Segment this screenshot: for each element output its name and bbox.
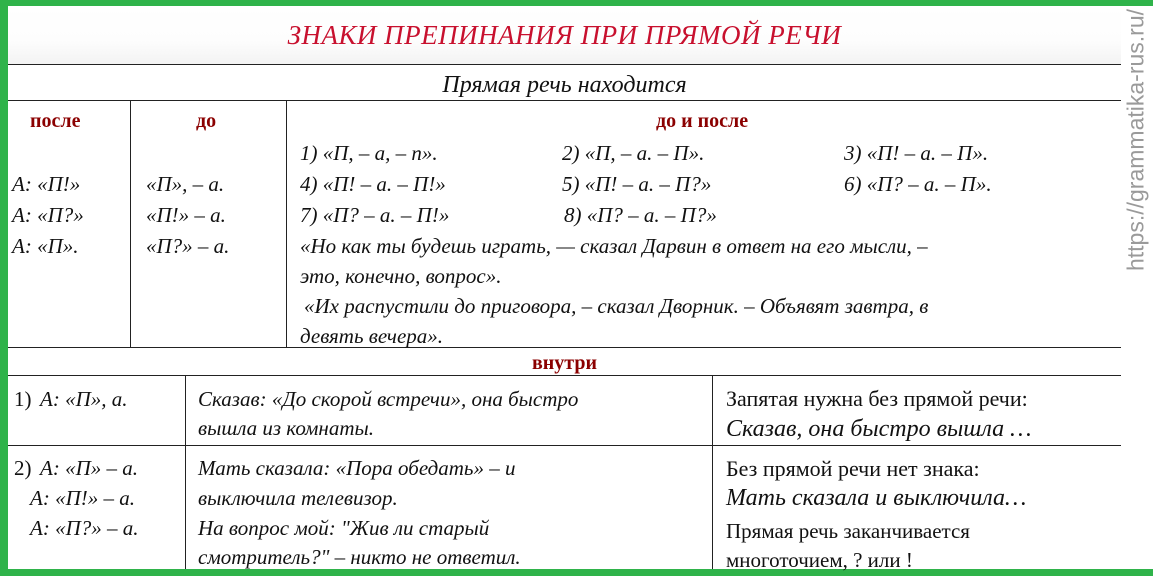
divider (130, 100, 131, 347)
row1-number: 1) (14, 387, 32, 411)
row2-formula: А: «П!» – а. (30, 486, 135, 510)
inside-heading: внутри (531, 352, 598, 374)
row1-formula: А: «П», а. (40, 387, 128, 411)
divider (185, 375, 186, 569)
row2-formula: А: «П?» – а. (30, 516, 139, 540)
divider (712, 375, 713, 569)
row2-formula: А: «П» – а. (40, 456, 138, 480)
row2-example: Мать сказала: «Пора обедать» – и (198, 456, 516, 480)
page-title: ЗНАКИ ПРЕПИНАНИЯ ПРИ ПРЯМОЙ РЕЧИ (287, 20, 842, 50)
divider (286, 100, 287, 347)
row2-example: смотритель?" – никто не ответил. (198, 545, 521, 569)
title-bar (8, 6, 1121, 65)
divider (8, 445, 1121, 446)
row1-note-example: Сказав, она быстро вышла … (726, 416, 1032, 442)
example-line: «Их распустили до приговора, – сказал Дворник. – Объявят завтра, в (304, 294, 929, 318)
both-formula: 7) «П? – а. – П!» (300, 203, 450, 227)
row2-example: На вопрос мой: "Жив ли старый (198, 516, 490, 540)
divider (8, 100, 1121, 101)
row2-note-extra: многоточием, ? или ! (726, 548, 913, 572)
subheading: Прямая речь находится (442, 72, 687, 98)
column-heading-after: после (30, 110, 81, 132)
after-formula: А: «П». (12, 234, 79, 258)
example-line: это, конечно, вопрос». (300, 264, 502, 288)
watermark-url: https://grammatika-rus.ru/ (1122, 8, 1149, 272)
before-formula: «П?» – а. (146, 234, 230, 258)
column-heading-both: до и после (656, 110, 749, 132)
row2-note-extra: Прямая речь заканчивается (726, 519, 970, 543)
both-formula: 1) «П, – а, – п». (300, 141, 438, 165)
row1-example: вышла из комнаты. (198, 416, 374, 440)
row2-example: выключила телевизор. (198, 486, 398, 510)
content-table (8, 6, 1121, 572)
both-formula: 6) «П? – а. – П». (844, 172, 992, 196)
row2-note: Без прямой речи нет знака: (726, 456, 980, 481)
before-formula: «П!» – а. (146, 203, 226, 227)
both-formula: 2) «П, – а. – П». (562, 141, 705, 165)
divider (8, 347, 1121, 348)
row1-example: Сказав: «До скорой встречи», она быстро (198, 387, 579, 411)
both-formula: 8) «П? – а. – П?» (564, 203, 717, 227)
both-formula: 3) «П! – а. – П». (844, 141, 989, 165)
divider (8, 375, 1121, 376)
both-formula: 5) «П! – а. – П?» (562, 172, 712, 196)
before-formula: «П», – а. (146, 172, 225, 196)
watermark-strip (1119, 0, 1153, 576)
row2-number: 2) (14, 456, 32, 480)
after-formula: А: «П?» (12, 203, 84, 227)
example-line: девять вечера». (300, 324, 444, 348)
after-formula: А: «П!» (12, 172, 81, 196)
row1-note: Запятая нужна без прямой речи: (726, 386, 1028, 411)
both-formula: 4) «П! – а. – П!» (300, 172, 446, 196)
example-line: «Но как ты будешь играть, — сказал Дарвин в ответ на его мысли, – (300, 234, 928, 258)
column-heading-before: до (196, 110, 217, 132)
row2-note-example: Мать сказала и выключила… (726, 485, 1027, 511)
